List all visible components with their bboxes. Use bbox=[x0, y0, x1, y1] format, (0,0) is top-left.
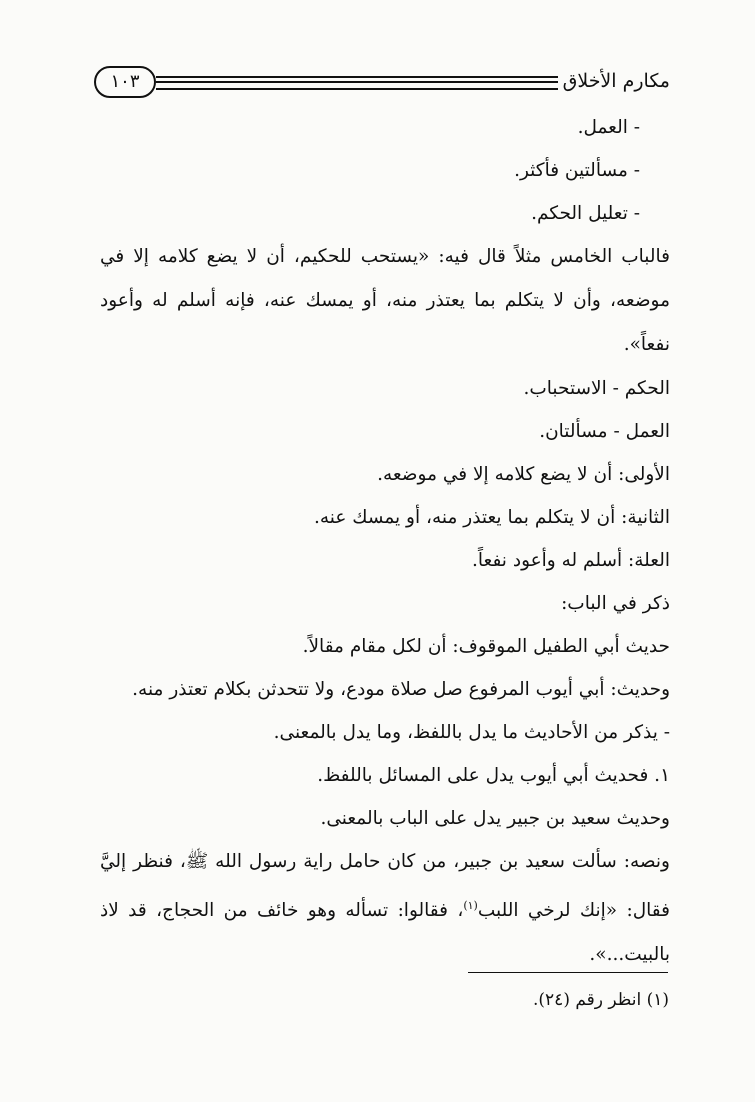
running-header bbox=[94, 66, 670, 102]
text-line: وحديث سعيد بن جبير يدل على الباب بالمعنى. bbox=[320, 808, 670, 829]
footnote-ref: (١) bbox=[463, 899, 478, 912]
text-line: ذكر في الباب: bbox=[561, 593, 670, 614]
text-line: الحكم - الاستحباب. bbox=[523, 378, 670, 399]
paragraph: فالباب الخامس مثلاً قال فيه: «يستحب للحكيم، أن لا يضع كلامه إلا في موضعه، وأن لا يتكلم بما يعتذر منه، أو يمسك عنه، فإنه أسلم له وأعود نفعاً». bbox=[100, 246, 670, 355]
running-title: مكارم الأخلاق bbox=[562, 70, 670, 92]
text-line: ١. فحديث أبي أيوب يدل على المسائل باللفظ. bbox=[317, 765, 670, 786]
text-line: العمل - مسألتان. bbox=[539, 421, 670, 442]
paragraph-text: ونصه: سألت سعيد بن جبير، من كان حامل راية رسول الله ﷺ، فنظر إليَّ فقال: «إنك لرخي اللبب bbox=[100, 851, 671, 922]
footnote-rule bbox=[468, 972, 668, 973]
text-line: العلة: أسلم له وأعود نفعاً. bbox=[472, 550, 670, 571]
text-line: - يذكر من الأحاديث ما يدل باللفظ، وما يدل بالمعنى. bbox=[273, 722, 670, 743]
list-item: - تعليل الحكم. bbox=[531, 203, 640, 224]
list-item: - مسألتين فأكثر. bbox=[514, 160, 640, 181]
text-line: وحديث: أبي أيوب المرفوع صل صلاة مودع، ولا تتحدثن بكلام تعتذر منه. bbox=[132, 679, 670, 700]
list-item: - العمل. bbox=[577, 117, 640, 138]
text-line: الثانية: أن لا يتكلم بما يعتذر منه، أو يمسك عنه. bbox=[313, 507, 670, 528]
page-number: ١٠٣ bbox=[94, 66, 156, 98]
header-rule bbox=[156, 76, 558, 90]
page-body bbox=[100, 106, 670, 977]
text-line: حديث أبي الطفيل الموقوف: أن لكل مقام مقالاً. bbox=[302, 636, 670, 657]
paragraph-text: ، فقالوا: تسأله وهو خائف من الحجاج، قد لاذ بالبيت...». bbox=[100, 900, 670, 966]
footnote: (١) انظر رقم (٢٤). bbox=[533, 990, 669, 1010]
text-line: الأولى: أن لا يضع كلامه إلا في موضعه. bbox=[377, 464, 670, 485]
paragraph bbox=[100, 840, 670, 977]
